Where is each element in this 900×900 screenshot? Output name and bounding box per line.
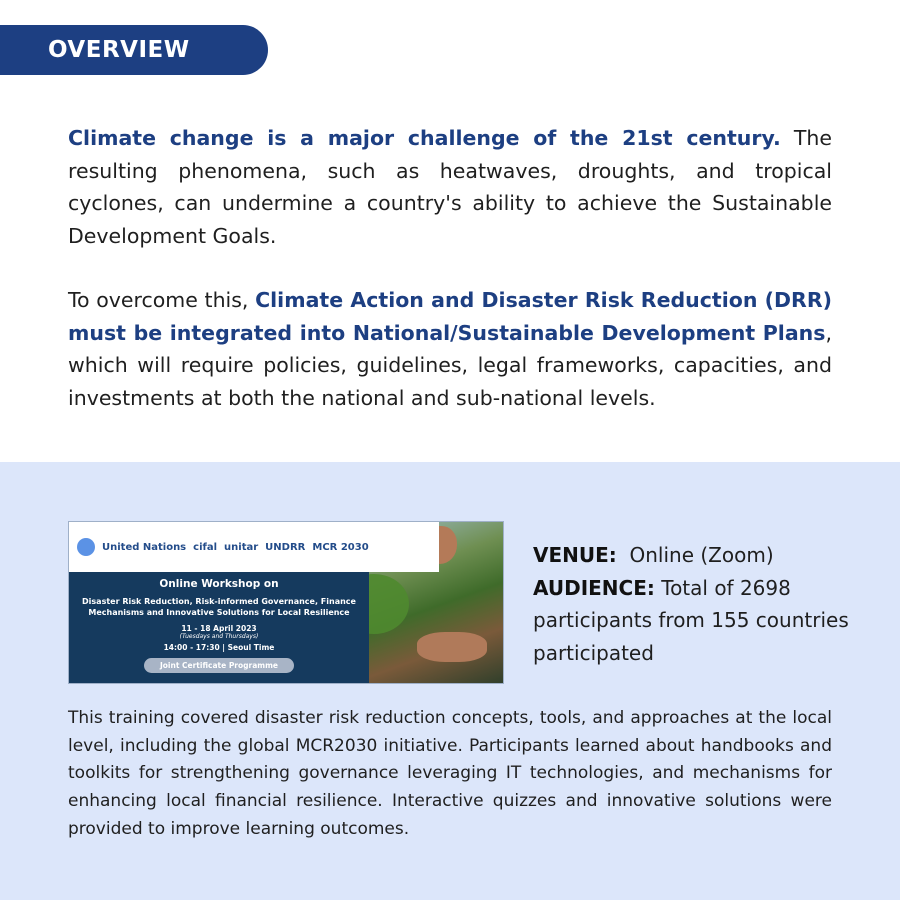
- intro-text: [68, 122, 832, 414]
- poster-title: Online Workshop on: [159, 578, 279, 590]
- audience-label: AUDIENCE:: [533, 575, 655, 600]
- intro-highlight-2: Climate Action and Disaster Risk Reduction (DRR) must be integrated into National/Sustainable Development Plans: [68, 288, 833, 345]
- poster-days: (Tuesdays and Thursdays): [179, 633, 259, 640]
- partner-logos: [69, 522, 439, 572]
- overview-label: OVERVIEW: [48, 37, 190, 63]
- venue-value: Online (Zoom): [629, 543, 774, 567]
- workshop-poster: [68, 521, 504, 684]
- intro-lead-2: To overcome this,: [68, 288, 256, 312]
- intro-body-1: The resulting phenomena, such as heatwaves, droughts, and tropical cyclones, can undermine a country's ability to achieve the Sustainable Development Goals.: [68, 126, 832, 248]
- intro-paragraph-1: [68, 122, 832, 252]
- audience-line: [533, 572, 853, 670]
- event-section: [0, 462, 900, 900]
- poster-time: 14:00 - 17:30 | Seoul Time: [163, 643, 275, 652]
- venue-label: VENUE:: [533, 543, 617, 567]
- audience-value: Total of 2698 participants from 155 countries participated: [533, 575, 849, 665]
- event-details: [533, 539, 853, 669]
- intro-body-2: , which will require policies, guidelines, legal frameworks, capacities, and investments at both the national and sub-national levels.: [68, 320, 832, 410]
- intro-paragraph-2: [68, 284, 832, 414]
- logo-mcr2030: MCR 2030: [312, 541, 369, 553]
- logo-unitar: unitar: [224, 541, 259, 553]
- certificate-badge: Joint Certificate Programme: [144, 658, 294, 673]
- poster-subtitle: Disaster Risk Reduction, Risk-informed Governance, Finance Mechanisms and Innovative Solutions for Local Resilience: [82, 597, 356, 617]
- poster-text: [69, 572, 369, 684]
- logo-undrr: UNDRR: [265, 541, 306, 553]
- logo-un: United Nations: [102, 541, 187, 553]
- un-emblem-icon: [77, 538, 95, 556]
- event-description: This training covered disaster risk reduction concepts, tools, and approaches at the local level, including the global MCR2030 initiative. Participants learned about handbooks and toolkits for strengthening governance leveraging IT technologies, and mechanisms for enhancing local financial resilience. Interactive quizzes and innovative solutions were provided to improve learning outcomes.: [68, 708, 832, 839]
- logo-cifal: cifal: [193, 541, 218, 553]
- intro-highlight-1: Climate change is a major challenge of the 21st century.: [68, 126, 781, 150]
- venue-line: [533, 539, 853, 572]
- overview-tab: [0, 25, 268, 75]
- poster-dates: 11 - 18 April 2023: [181, 624, 257, 633]
- hands-shape: [417, 632, 487, 662]
